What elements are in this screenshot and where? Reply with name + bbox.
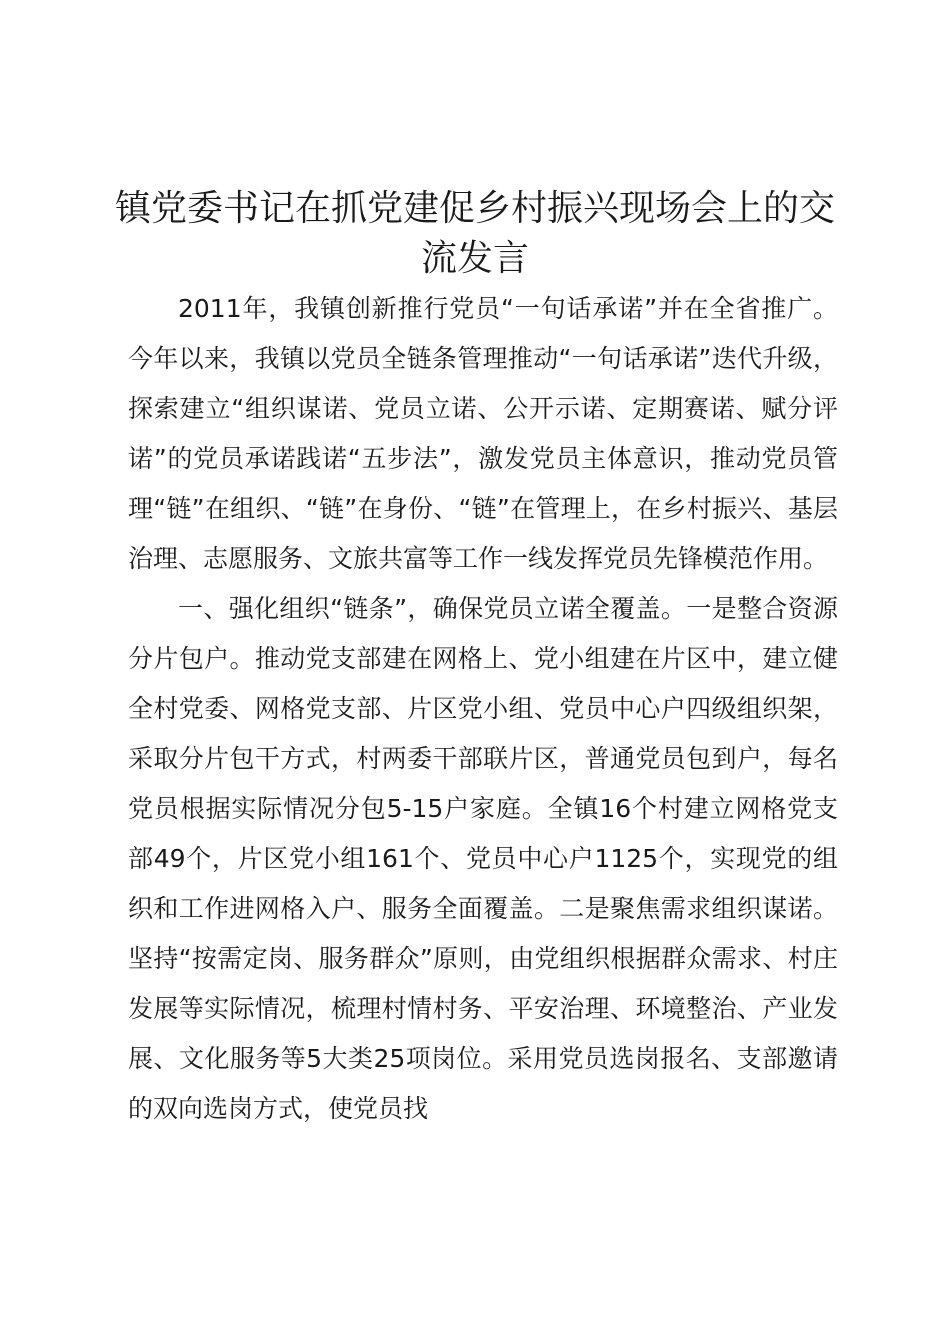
document-body (128, 284, 838, 1134)
document-title: 镇党委书记在抓党建促乡村振兴现场会上的交流发言 (114, 188, 835, 279)
paragraph-intro: 2011年，我镇创新推行党员“一句话承诺”并在全省推广。今年以来，我镇以党员全链条管理推动“一句话承诺”迭代升级，探索建立“组织谋诺、党员立诺、公开示诺、定期赛诺、赋分评诺”的党员承诺践诺“五步法”，激发党员主体意识，推动党员管理“链”在组织、“链”在身份、“链”在管理上，在乡村振兴、基层治理、志愿服务、文旅共富等工作一线发挥党员先锋模范作用。 (128, 294, 838, 573)
paragraph-section-one: 一、强化组织“链条”，确保党员立诺全覆盖。一是整合资源分片包户。推动党支部建在网格上、党小组建在片区中，建立健全村党委、网格党支部、片区党小组、党员中心户四级组织架，采取分片包干方式，村两委干部联片区，普通党员包到户，每名党员根据实际情况分包5-15户家庭。全镇16个村建立网格党支部49个，片区党小组161个、党员中心户1125个，实现党的组织和工作进网格入户、服务全面覆盖。二是聚焦需求组织谋诺。坚持“按需定岗、服务群众”原则，由党组织根据群众需求、村庄发展等实际情况，梳理村情村务、平安治理、环境整治、产业发展、文化服务等5大类25项岗位。采用党员选岗报名、支部邀请的双向选岗方式，使党员找 (128, 594, 838, 1123)
